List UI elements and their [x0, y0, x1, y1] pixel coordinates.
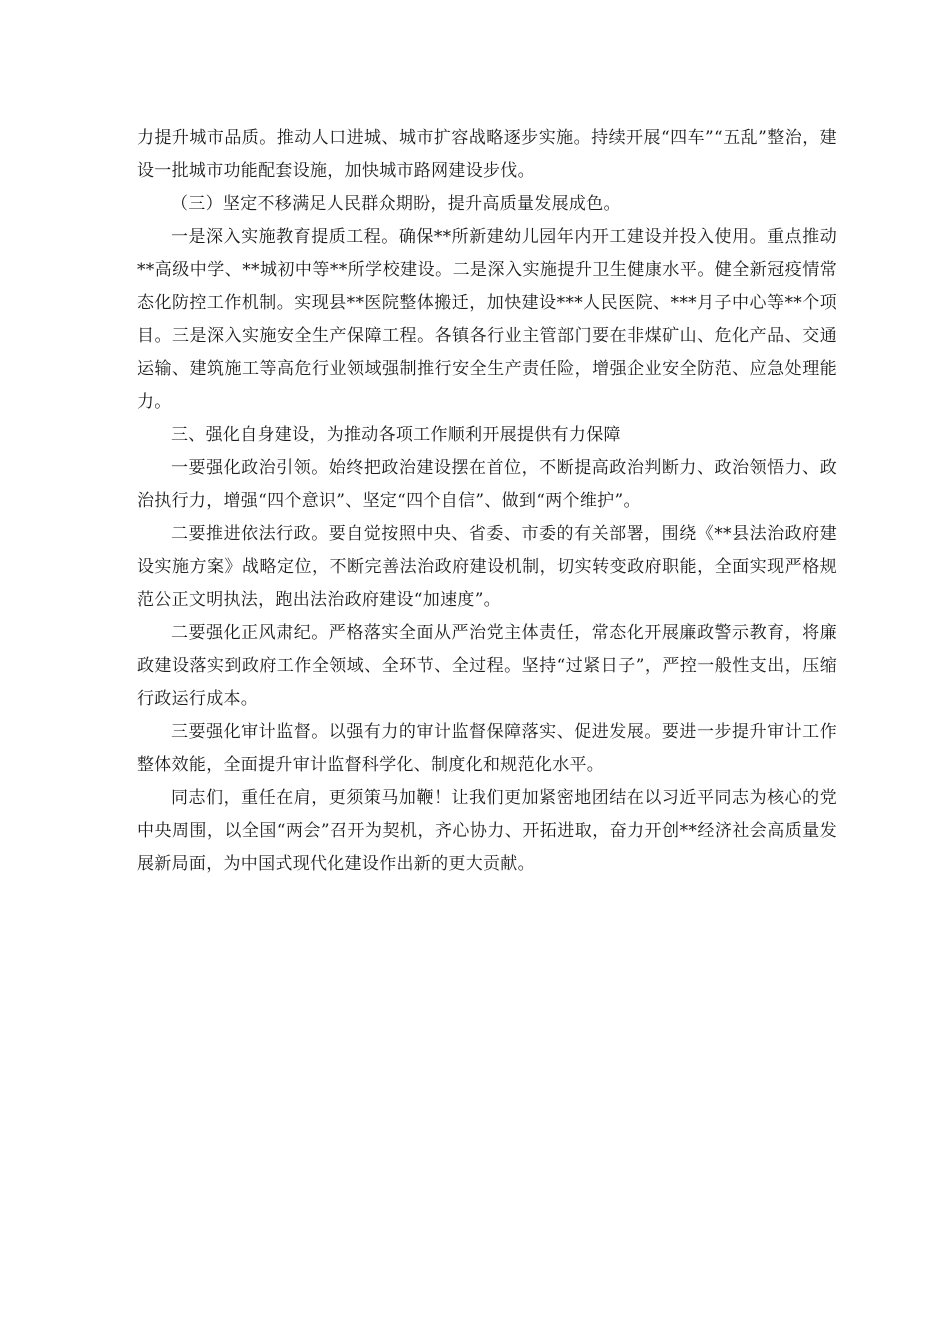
- paragraph-6: 二要推进依法行政。要自觉按照中央、省委、市委的有关部署，围绕《**县法治政府建设实施方案》战略定位，不断完善法治政府建设机制，切实转变政府职能，全面实现严格规范公正文明执法，跑出法治政府建设“加速度”。: [137, 524, 837, 610]
- paragraph-8: 三要强化审计监督。以强有力的审计监督保障落实、促进发展。要进一步提升审计工作整体效能，全面提升审计监督科学化、制度化和规范化水平。: [137, 722, 837, 775]
- paragraph-7: 二要强化正风肃纪。严格落实全面从严治党主体责任，常态化开展廉政警示教育，将廉政建设落实到政府工作全领域、全环节、全过程。坚持“过紧日子”，严控一般性支出，压缩行政运行成本。: [137, 623, 837, 709]
- paragraph-1: 力提升城市品质。推动人口进城、城市扩容战略逐步实施。持续开展“四车”“五乱”整治，建设一批城市功能配套设施，加快城市路网建设步伐。: [137, 128, 837, 181]
- paragraph-3: 一是深入实施教育提质工程。确保**所新建幼儿园年内开工建设并投入使用。重点推动**高级中学、**城初中等**所学校建设。二是深入实施提升卫生健康水平。健全新冠疫情常态化防控工作机制。实现县**医院整体搬迁，加快建设***人民医院、***月子中心等**个项目。三是深入实施安全生产保障工程。各镇各行业主管部门要在非煤矿山、危化产品、交通运输、建筑施工等高危行业领域强制推行安全生产责任险，增强企业安全防范、应急处理能力。: [137, 227, 837, 412]
- document-page: [137, 122, 837, 881]
- paragraph-9-closing: 同志们，重任在肩，更须策马加鞭！让我们更加紧密地团结在以习近平同志为核心的党中央周围，以全国“两会”召开为契机，齐心协力、开拓进取，奋力开创**经济社会高质量发展新局面，为中国式现代化建设作出新的更大贡献。: [137, 788, 837, 874]
- paragraph-5: 一要强化政治引领。始终把政治建设摆在首位，不断提高政治判断力、政治领悟力、政治执行力，增强“四个意识”、坚定“四个自信”、做到“两个维护”。: [137, 458, 837, 511]
- paragraph-4-section-heading: 三、强化自身建设，为推动各项工作顺利开展提供有力保障: [171, 425, 621, 445]
- paragraph-2-heading: （三）坚定不移满足人民群众期盼，提升高质量发展成色。: [171, 194, 621, 214]
